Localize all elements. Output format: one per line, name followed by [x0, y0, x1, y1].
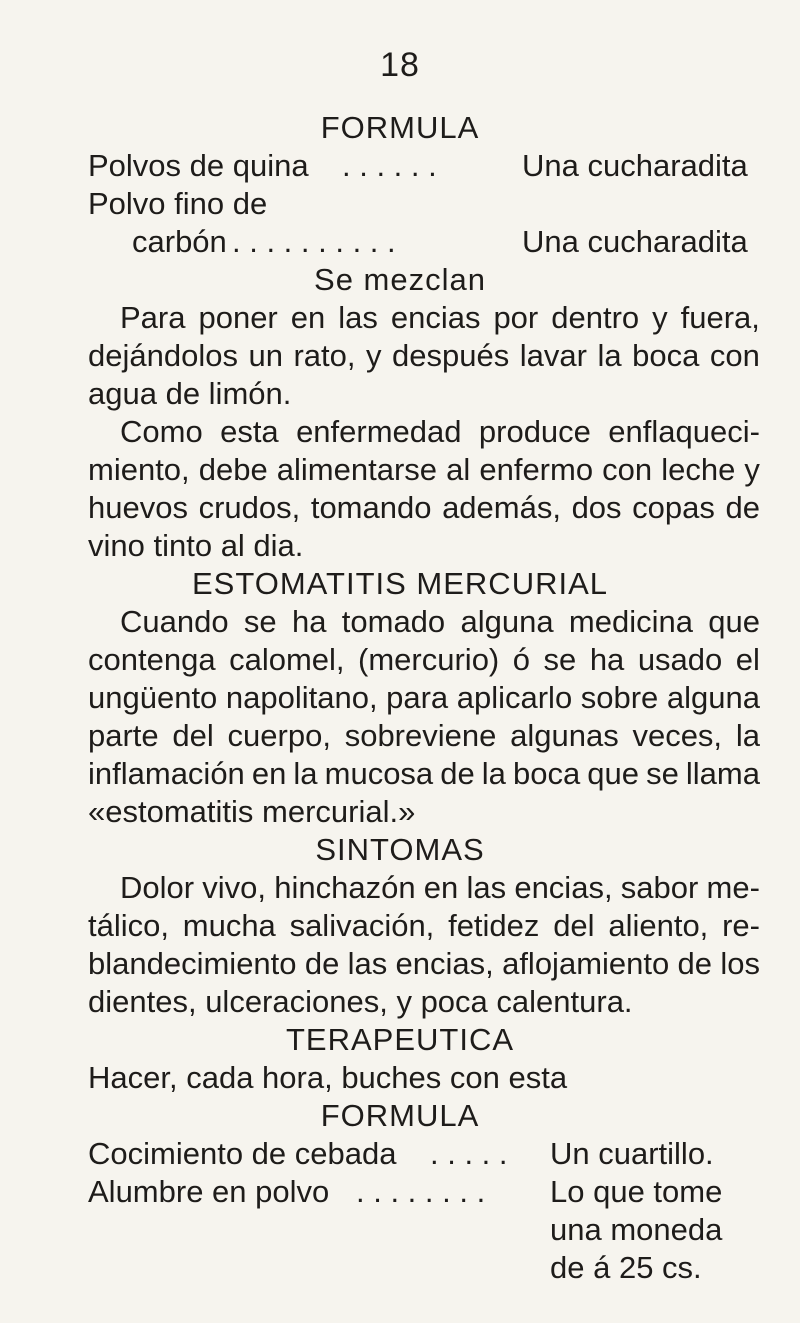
text-line: Hacer, cada hora, buches con esta — [88, 1060, 568, 1095]
section-title-estomatitis: ESTOMATITIS MERCURIAL — [191, 566, 608, 601]
ingredient-amount: Una cucharadita — [522, 148, 748, 183]
ingredient-amount-continued: de á 25 cs. — [550, 1250, 702, 1285]
ingredient-name: Polvo fino de — [88, 186, 268, 221]
formula-heading: FORMULA — [320, 1098, 480, 1133]
ingredient-amount: Una cucharadita — [522, 224, 748, 259]
section-title-terapeutica: TERAPEUTICA — [285, 1022, 515, 1057]
text-line: agua de limón. — [88, 376, 292, 411]
dot-leader: . . . . . . — [342, 148, 437, 183]
ingredient-amount-continued: una moneda — [550, 1212, 723, 1247]
dot-leader: . . . . . — [430, 1136, 508, 1171]
ingredient-name: Polvos de quina — [88, 148, 309, 183]
text-line: Dolor vivo, hinchazón en las encias, sabor me- — [120, 870, 760, 905]
ingredient-name: Alumbre en polvo — [88, 1174, 330, 1209]
ingredient-name: Cocimiento de cebada — [88, 1136, 397, 1171]
text-line: ungüento napolitano, para aplicarlo sobre alguna — [88, 680, 760, 715]
text-line: vino tinto al dia. — [88, 528, 304, 563]
text-line: dientes, ulceraciones, y poca calentura. — [88, 984, 633, 1019]
text-line: parte del cuerpo, sobreviene algunas veces, la — [88, 718, 760, 753]
text-line: Para poner en las encias por dentro y fuera, — [120, 300, 760, 335]
text-line: tálico, mucha salivación, fetidez del aliento, re- — [88, 908, 760, 943]
ingredient-name-continued: carbón — [132, 224, 227, 259]
section-title-sintomas: SINTOMAS — [315, 832, 485, 867]
formula-note: Se mezclan — [314, 262, 486, 297]
text-line: miento, debe alimentarse al enfermo con leche y — [88, 452, 760, 487]
text-line: huevos crudos, tomando además, dos copas de — [88, 490, 760, 525]
text-line: Cuando se ha tomado alguna medicina que — [120, 604, 760, 639]
dot-leader: . . . . . . . . . . — [232, 224, 396, 259]
text-line: contenga calomel, (mercurio) ó se ha usado el — [88, 642, 760, 677]
page-number: 18 — [380, 46, 420, 84]
text-line: Como esta enfermedad produce enflaqueci- — [120, 414, 760, 449]
text-line: «estomatitis mercurial.» — [88, 794, 416, 829]
formula-heading: FORMULA — [320, 110, 480, 145]
text-line: dejándolos un rato, y después lavar la boca con — [88, 338, 760, 373]
ingredient-amount: Lo que tome — [550, 1174, 723, 1209]
ingredient-amount: Un cuartillo. — [550, 1136, 714, 1171]
text-line: blandecimiento de las encias, aflojamiento de los — [88, 946, 760, 981]
dot-leader: . . . . . . . . — [356, 1174, 486, 1209]
text-line: inflamación en la mucosa de la boca que se llama — [88, 756, 760, 791]
